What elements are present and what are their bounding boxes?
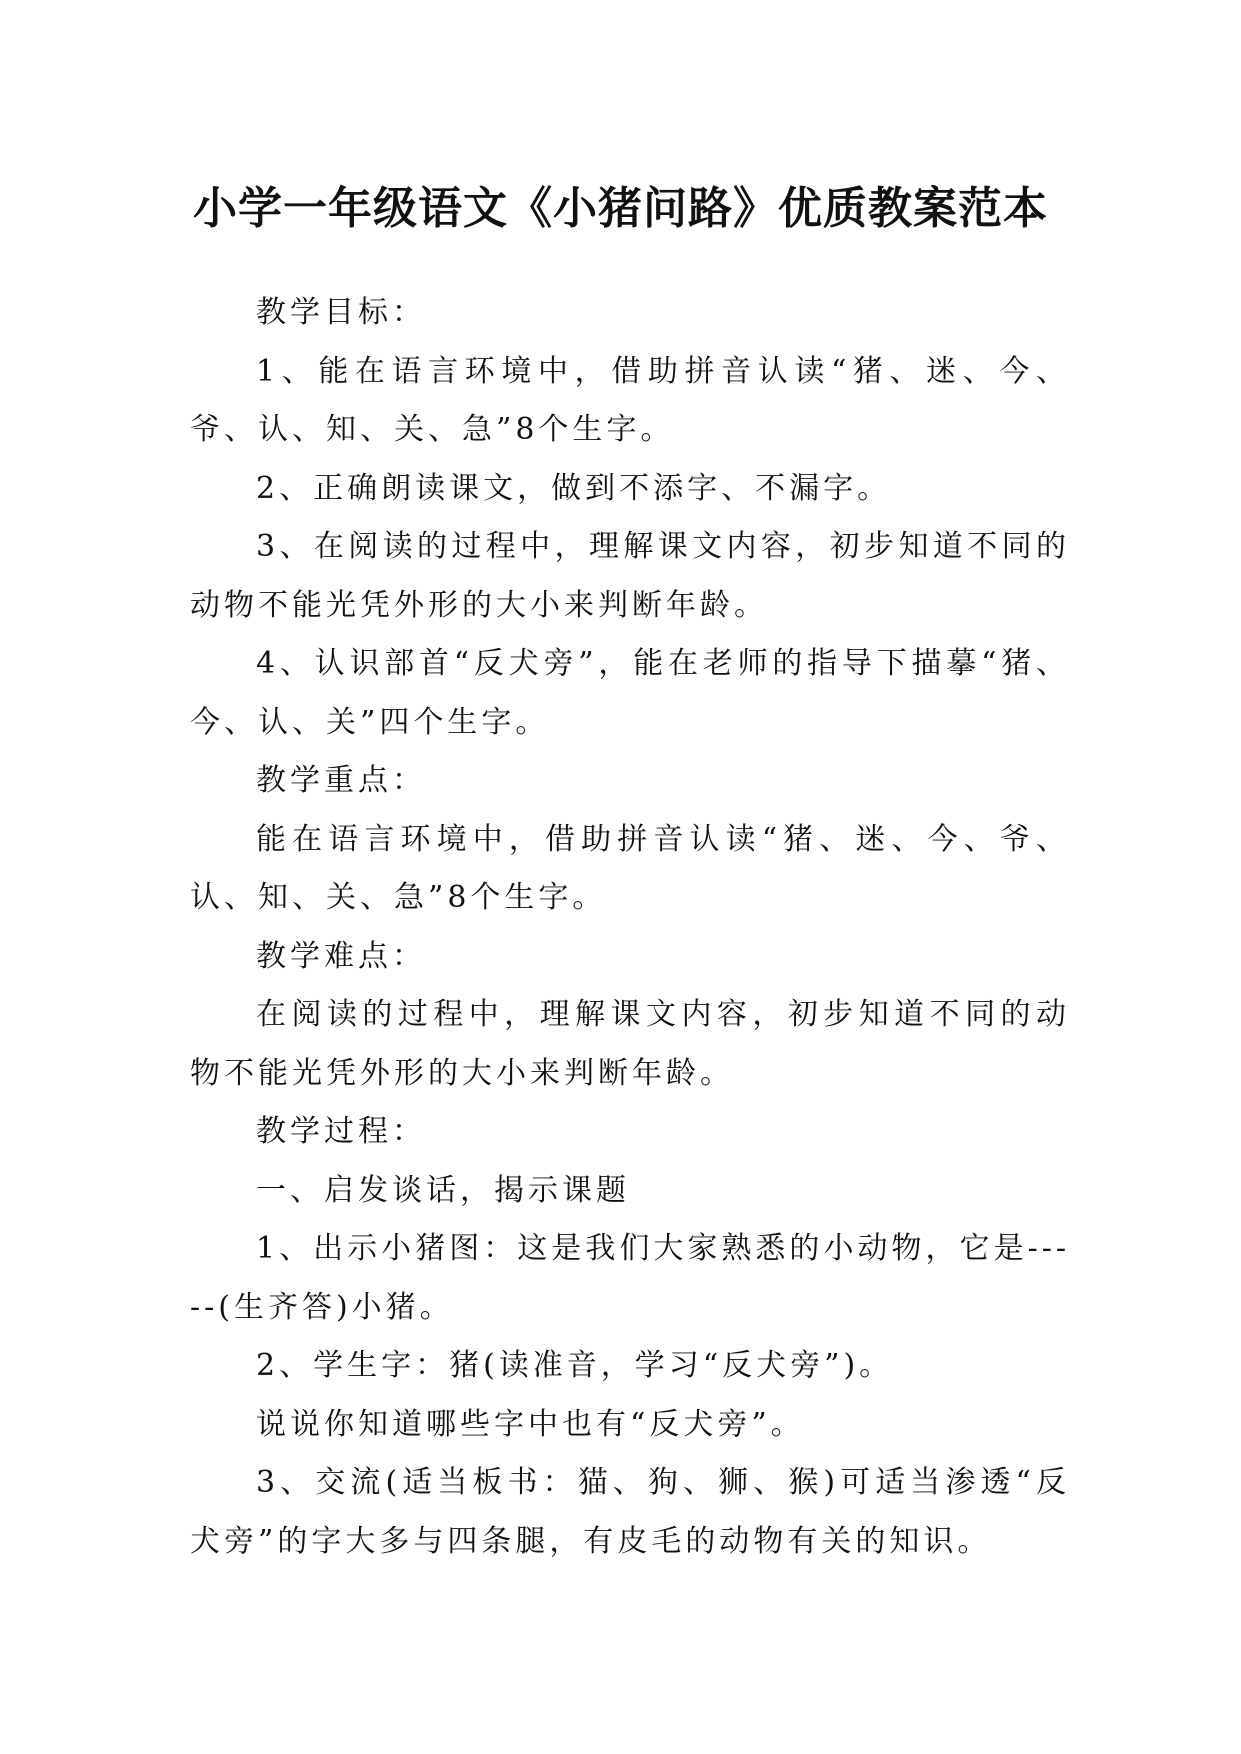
key-points-text: 能在语言环境中，借助拼音认读“猪、迷、今、爷、认、知、关、急”8个生字。 xyxy=(190,821,1070,915)
goal-item-2: 2、正确朗读课文，做到不添字、不漏字。 xyxy=(256,470,892,506)
heading-teaching-goals: 教学目标： xyxy=(256,295,426,330)
goal-item-4: 4、认识部首“反犬旁”，能在老师的指导下描摹“猪、今、认、关”四个生字。 xyxy=(190,646,1070,740)
process-section-1: 一、启发谈话，揭示课题 xyxy=(256,1172,630,1208)
goal-item-1: 1、能在语言环境中，借助拼音认读“猪、迷、今、爷、认、知、关、急”8个生字。 xyxy=(190,353,1070,447)
process-step-1: 1、出示小猪图：这是我们大家熟悉的小动物，它是-----(生齐答)小猪。 xyxy=(190,1231,1070,1325)
process-step-2-note: 说说你知道哪些字中也有“反犬旁”。 xyxy=(256,1406,805,1442)
heading-difficulties: 教学难点： xyxy=(256,938,426,974)
difficulties-text: 在阅读的过程中，理解课文内容，初步知道不同的动物不能光凭外形的大小来判断年龄。 xyxy=(190,997,1070,1091)
document-body xyxy=(190,284,1070,1571)
process-step-2: 2、学生字：猪(读准音，学习“反犬旁”)。 xyxy=(256,1348,894,1383)
process-step-3: 3、交流(适当板书：猫、狗、狮、猴)可适当渗透“反犬旁”的字大多与四条腿，有皮毛的动物有关的知识。 xyxy=(190,1465,1070,1559)
goal-item-3: 3、在阅读的过程中，理解课文内容，初步知道不同的动物不能光凭外形的大小来判断年龄。 xyxy=(190,529,1070,623)
heading-teaching-process: 教学过程： xyxy=(256,1114,426,1149)
document-title: 小学一年级语文《小猪问路》优质教案范本 xyxy=(193,183,1048,235)
heading-key-points: 教学重点： xyxy=(256,763,426,798)
